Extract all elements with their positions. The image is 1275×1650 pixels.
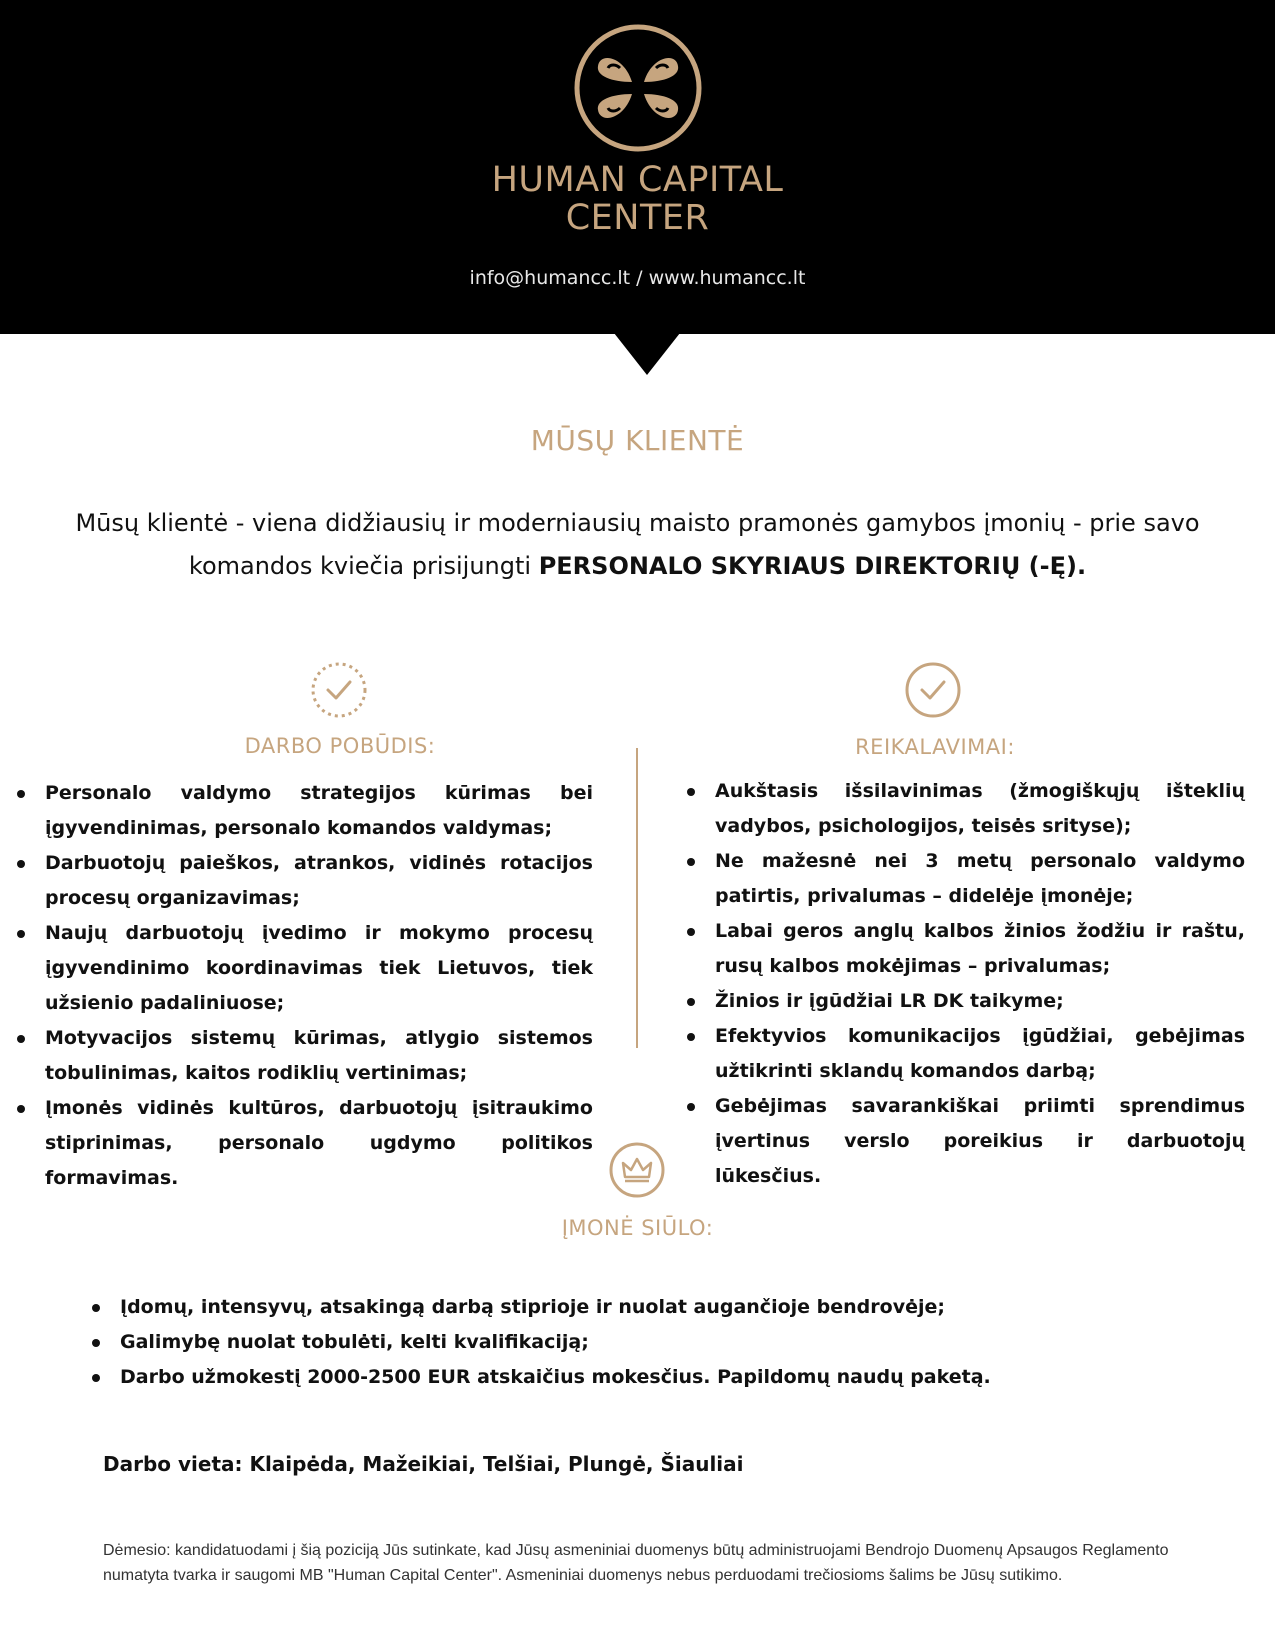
contact-info[interactable]: info@humancc.lt / www.humancc.lt xyxy=(469,267,806,289)
duties-title: DARBO POBŪDIS: xyxy=(244,734,436,758)
brand-name-line2: CENTER xyxy=(565,198,710,238)
list-item: Labai geros anglų kalbos žinios žodžiu ir raštu, rusų kalbos mokėjimas – privalumas; xyxy=(687,914,1245,984)
list-item: Galimybę nuolat tobulėti, kelti kvalifikaciją; xyxy=(92,1325,1142,1360)
list-item: Naujų darbuotojų įvedimo ir mokymo procesų įgyvendinimo koordinavimas tiek Lietuvos, tiek užsienio padaliniuose; xyxy=(17,916,593,1021)
requirements-title: REIKALAVIMAI: xyxy=(855,735,1015,759)
requirements-list xyxy=(687,774,1245,1194)
header-pointer xyxy=(614,333,680,375)
four-petal-logo-icon xyxy=(572,22,704,154)
list-item: Efektyvios komunikacijos įgūdžiai, gebėjimas užtikrinti sklandų komandos darbą; xyxy=(687,1019,1245,1089)
list-item: Personalo valdymo strategijos kūrimas bei įgyvendinimas, personalo komandos valdymas; xyxy=(17,776,593,846)
list-item: Įdomų, intensyvų, atsakingą darbą stiprioje ir nuolat augančioje bendrovėje; xyxy=(92,1290,1142,1325)
list-item: Įmonės vidinės kultūros, darbuotojų įsitraukimo stiprinimas, personalo ugdymo politikos formavimas. xyxy=(17,1091,593,1196)
client-section-title: MŪSŲ KLIENTĖ xyxy=(530,424,745,457)
privacy-notice: Dėmesio: kandidatuodami į šią poziciją Jūs sutinkate, kad Jūsų asmeniniai duomenys būtų administruojami Bendrojo Duomenų Apsaugos Reglamento numatyta tvarka ir saugomi MB "Human Capital Center". Asmeniniai duomenys nebus perduodami trečiosioms šalims be Jūsų sutikimo. xyxy=(103,1542,1169,1584)
offer-list xyxy=(92,1290,1142,1395)
list-item: Darbuotojų paieškos, atrankos, vidinės rotacijos procesų organizavimas; xyxy=(17,846,593,916)
dotted-check-circle-icon xyxy=(310,661,368,719)
list-item: Gebėjimas savarankiškai priimti sprendimus įvertinus verslo poreikius ir darbuotojų lūkesčius. xyxy=(687,1089,1245,1194)
list-item: Aukštasis išsilavinimas (žmogiškųjų išteklių vadybos, psichologijos, teisės srityse); xyxy=(687,774,1245,844)
intro-text: Mūsų klientė - viena didžiausių ir moderniausių maisto pramonės gamybos įmonių - prie savo komandos kviečia prisijungti xyxy=(75,509,1200,580)
client-intro xyxy=(60,502,1215,588)
workplace-text: Darbo vieta: Klaipėda, Mažeikiai, Telšiai, Plungė, Šiauliai xyxy=(103,1452,744,1476)
check-circle-icon xyxy=(904,661,962,719)
offer-title: ĮMONĖ SIŪLO: xyxy=(561,1216,714,1240)
position-title: PERSONALO SKYRIAUS DIREKTORIŲ (-Ę). xyxy=(538,552,1087,580)
duties-list xyxy=(17,776,593,1196)
brand-name-line1: HUMAN CAPITAL xyxy=(491,160,784,200)
header-banner xyxy=(0,0,1275,334)
column-divider xyxy=(636,748,638,1048)
list-item: Ne mažesnė nei 3 metų personalo valdymo patirtis, privalumas – didelėje įmonėje; xyxy=(687,844,1245,914)
list-item: Darbo užmokestį 2000-2500 EUR atskaičius mokesčius. Papildomų naudų paketą. xyxy=(92,1360,1142,1395)
crown-circle-icon xyxy=(608,1141,666,1199)
list-item: Žinios ir įgūdžiai LR DK taikyme; xyxy=(687,984,1245,1019)
list-item: Motyvacijos sistemų kūrimas, atlygio sistemos tobulinimas, kaitos rodiklių vertinimas; xyxy=(17,1021,593,1091)
